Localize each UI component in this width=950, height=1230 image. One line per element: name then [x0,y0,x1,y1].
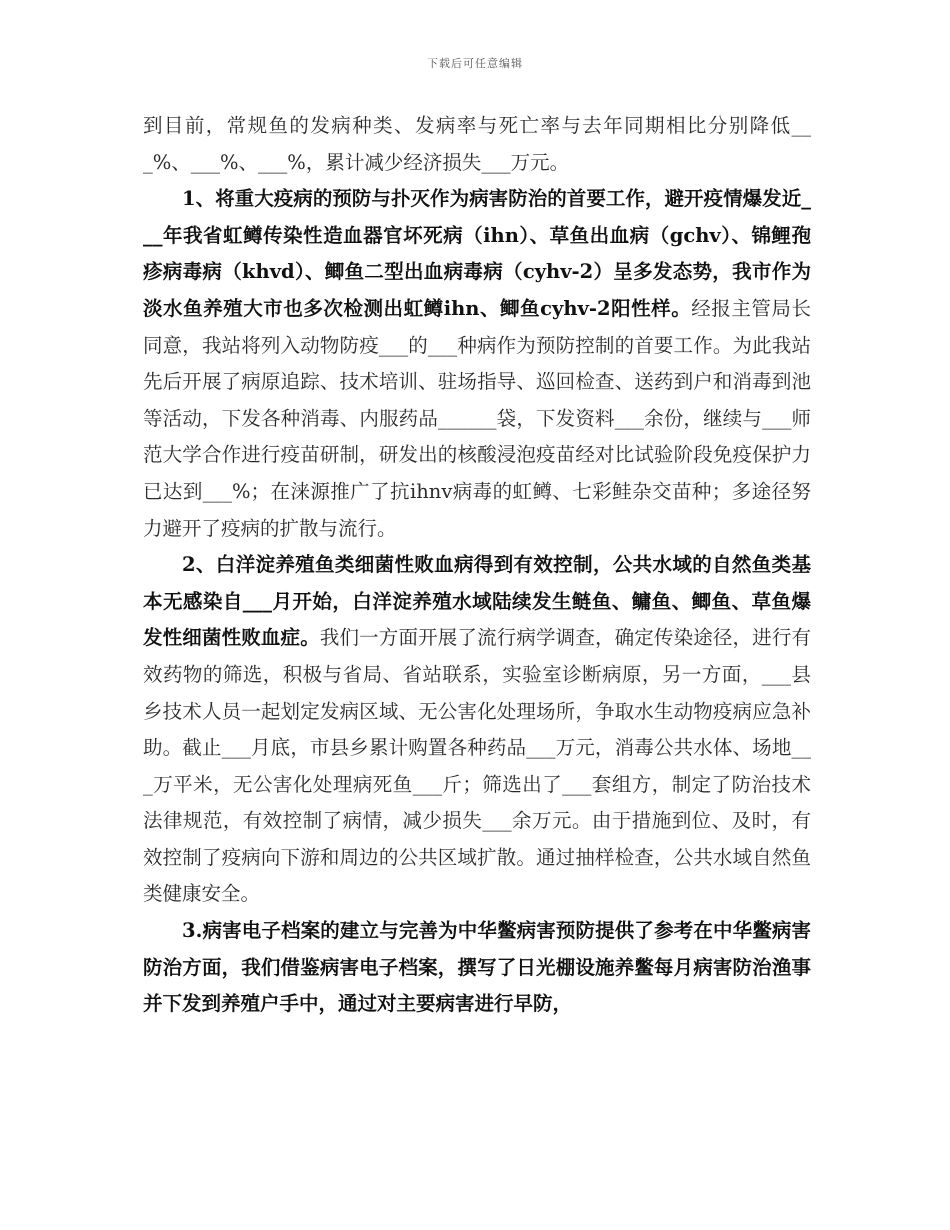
document-body [143,108,811,1023]
paragraph-intro: 到目前，常规鱼的发病种类、发病率与死亡率与去年同期相比分别降低___%、___%、___%，累计减少经济损失___万元。 [143,114,811,174]
paragraph-1-body: 经报主管局长同意，我站将列入动物防疫___的___种病作为预防控制的首要工作。为此我站先后开展了病原追踪、技术培训、驻场指导、巡回检查、送药到户和消毒到池等活动，下发各种消毒、内服药品______袋，下发资料___余份，继续与___师范大学合作进行疫苗研制，研发出的核酸浸泡疫苗经对比试验阶段免疫保护力已达到___%；在涞源推广了抗ihnv病毒的虹鳟、七彩鲑杂交苗种；多途径努力避开了疫病的扩散与流行。 [143,296,811,540]
paragraph-3-heading: 3.病害电子档案的建立与完善为中华鳖病害预防提供了参考在中华鳖病害防治方面，我们借鉴病害电子档案，撰写了日光棚设施养鳖每月病害防治渔事并下发到养殖户手中，通过对主要病害进行早防， [143,919,811,1016]
page-header: 下载后可任意编辑 [427,57,523,70]
paragraph-2 [143,547,811,913]
paragraph-3 [143,913,811,1023]
paragraph-1-heading: 1、将重大疫病的预防与扑灭作为病害防治的首要工作，避开疫情爆发近___年我省虹鳟传染性造血器官坏死病（ihn）、草鱼出血病（gchv）、锦鲤孢疹病毒病（khvd）、鲫鱼二型出血病毒病（cyhv-2）呈多发态势，我市作为淡水鱼养殖大市也多次检测出虹鳟ihn、鲫鱼cyhv-2阳性样。 [143,187,811,320]
paragraph-2-heading: 2、白洋淀养殖鱼类细菌性败血病得到有效控制，公共水域的自然鱼类基本无感染自___月开始，白洋淀养殖水域陆续发生鲢鱼、鳙鱼、鲫鱼、草鱼爆发性细菌性败血症。 [143,553,811,650]
paragraph-1 [143,181,811,547]
paragraph-2-body: 我们一方面开展了流行病学调查，确定传染途径，进行有效药物的筛选，积极与省局、省站联系，实验室诊断病原，另一方面，___县乡技术人员一起划定发病区域、无公害化处理场所，争取水生动物疫病应急补助。截止___月底，市县乡累计购置各种药品___万元，消毒公共水体、场地___万平米，无公害化处理病死鱼___斤；筛选出了___套组方，制定了防治技术法律规范，有效控制了病情，减少损失___余万元。由于措施到位、及时，有效控制了疫病向下游和周边的公共区域扩散。通过抽样检查，公共水域自然鱼类健康安全。 [143,626,811,906]
